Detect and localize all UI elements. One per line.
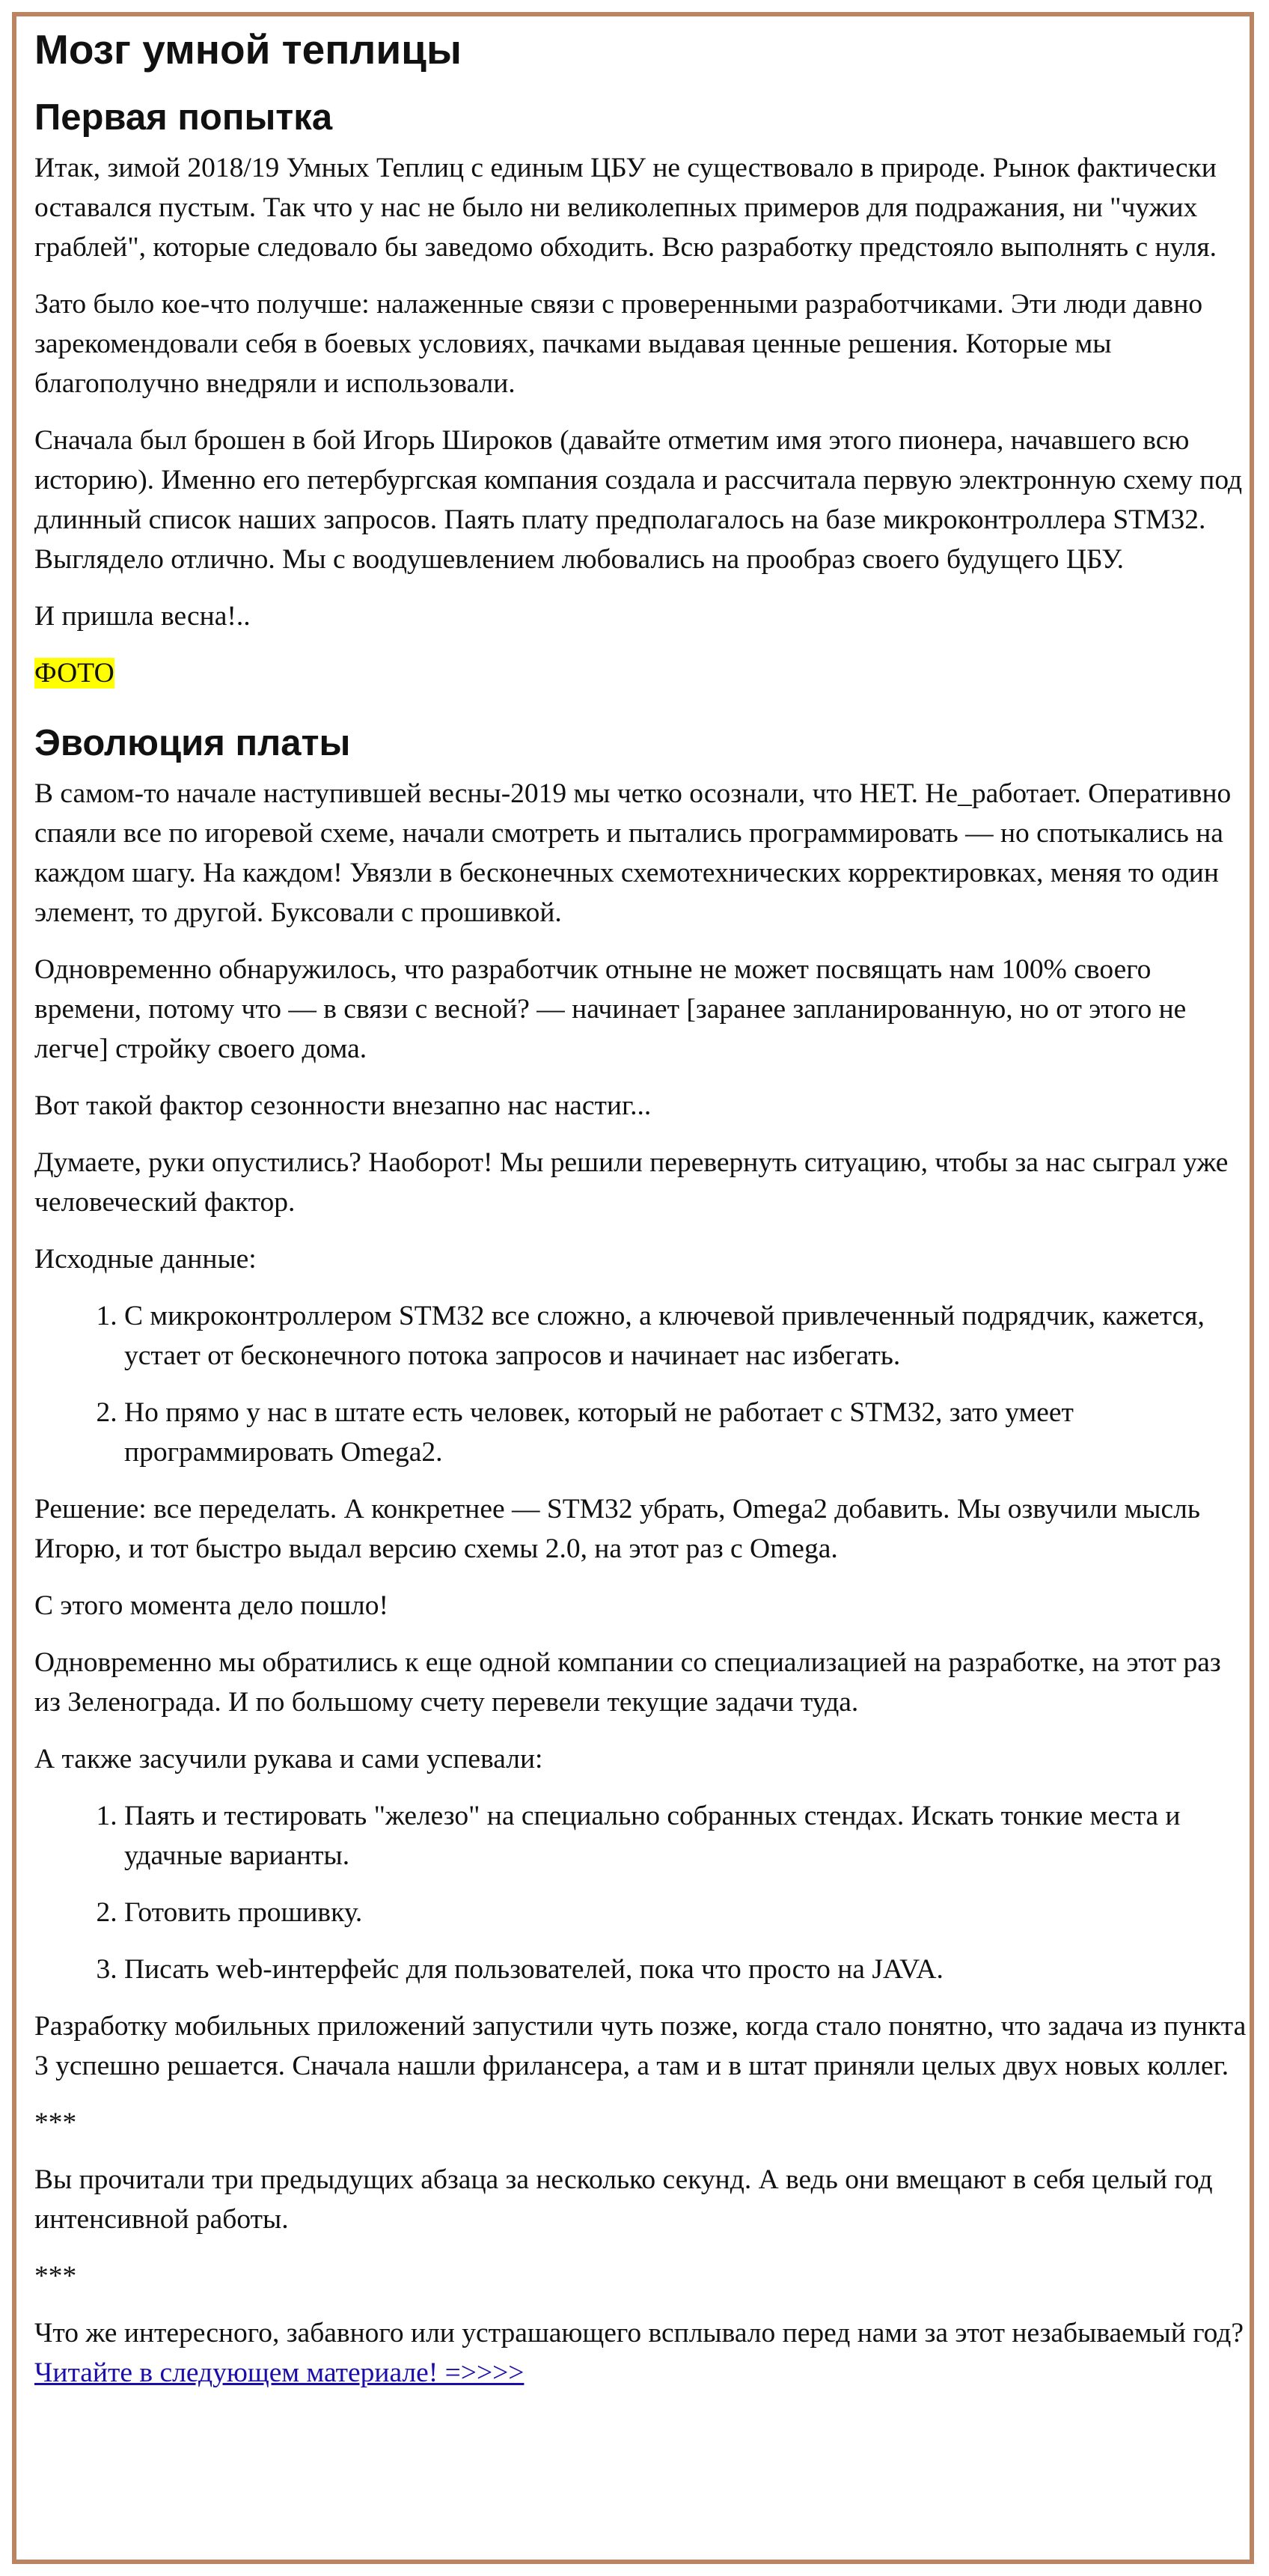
article-content: [34, 16, 1247, 2410]
list-item: 1. С микроконтроллером STM32 все сложно, а ключевой привлеченный подрядчик, кажется, устает от бесконечного потока запросов и начинает нас избегать.: [124, 1296, 1247, 1376]
closing-paragraph: [34, 2313, 1247, 2393]
separator: ***: [34, 2261, 77, 2292]
paragraph: Одновременно обнаружилось, что разработчик отныне не может посвящать нам 100% своего времени, потому что — в связи с весной? — начинает [заранее запланированную, но от этого не легче] стройку своего дома.: [34, 954, 1187, 1064]
photo-placeholder: ФОТО: [34, 658, 114, 689]
section-heading-first-attempt: Первая попытка: [34, 97, 333, 138]
photo-placeholder-paragraph: [34, 653, 1247, 693]
paragraph: Одновременно мы обратились к еще одной компании со специализацией на разработке, на этот раз из Зеленограда. И по большому счету перевели текущие задачи туда.: [34, 1647, 1221, 1718]
list-item: 3. Писать web-интерфейс для пользователей, пока что просто на JAVA.: [124, 1950, 1247, 1989]
section-heading-board-evolution: Эволюция платы: [34, 723, 351, 763]
paragraph: Исходные данные:: [34, 1244, 257, 1275]
list-item: 2. Готовить прошивку.: [124, 1893, 1247, 1932]
separator: ***: [34, 2108, 77, 2138]
article-frame: [12, 12, 1254, 2564]
paragraph: Вот такой фактор сезонности внезапно нас настиг...: [34, 1090, 652, 1121]
paragraph: В самом-то начале наступившей весны-2019 мы четко осознали, что НЕТ. Не_работает. Оперативно спаяли все по игоревой схеме, начали смотреть и пытались программировать — но спотыкались на каждом шагу. На каждом! Увязли в бесконечных схемотехнических корректировках, меняя то один элемент, то другой. Буксовали с прошивкой.: [34, 778, 1232, 928]
paragraph: Решение: все переделать. А конкретнее — STM32 убрать, Omega2 добавить. Мы озвучили мысль Игорю, и тот быстро выдал версию схемы 2.0, на этот раз с Omega.: [34, 1494, 1200, 1564]
tasks-list: [34, 1796, 1247, 1989]
paragraph: Сначала был брошен в бой Игорь Широков (давайте отметим имя этого пионера, начавшего всю историю). Именно его петербургская компания создала и рассчитала первую электронную схему под длинный список наших запросов. Паять плату предполагалось на базе микроконтроллера STM32. Выглядело отлично. Мы с воодушевлением любовались на прообраз своего будущего ЦБУ.: [34, 425, 1243, 575]
paragraph: С этого момента дело пошло!: [34, 1590, 388, 1621]
paragraph: Итак, зимой 2018/19 Умных Теплиц с единым ЦБУ не существовало в природе. Рынок фактически оставался пустым. Так что у нас не было ни великолепных примеров для подражания, ни "чужих граблей", которые следовало бы заведомо обходить. Всю разработку предстояло выполнять с нуля.: [34, 153, 1217, 263]
list-item: 1. Паять и тестировать "железо" на специально собранных стендах. Искать тонкие места и удачные варианты.: [124, 1796, 1247, 1875]
paragraph: Вы прочитали три предыдущих абзаца за несколько секунд. А ведь они вмещают в себя целый год интенсивной работы.: [34, 2164, 1213, 2235]
paragraph: Думаете, руки опустились? Наоборот! Мы решили перевернуть ситуацию, чтобы за нас сыграл уже человеческий фактор.: [34, 1147, 1229, 1218]
paragraph: Зато было кое-что получше: налаженные связи с проверенными разработчиками. Эти люди давно зарекомендовали себя в боевых условиях, пачками выдавая ценные решения. Которые мы благополучно внедряли и использовали.: [34, 289, 1203, 399]
list-item: 2. Но прямо у нас в штате есть человек, который не работает с STM32, зато умеет программировать Omega2.: [124, 1393, 1247, 1472]
closing-text: Что же интересного, забавного или устрашающего всплывало перед нами за этот незабываемый год?: [34, 2318, 1244, 2348]
paragraph: Разработку мобильных приложений запустили чуть позже, когда стало понятно, что задача из пункта 3 успешно решается. Сначала нашли фрилансера, а там и в штат приняли целых двух новых коллег.: [34, 2011, 1247, 2081]
paragraph: И пришла весна!..: [34, 601, 251, 632]
paragraph: А также засучили рукава и сами успевали:: [34, 1744, 543, 1774]
page-title: Мозг умной теплицы: [34, 26, 462, 73]
initial-data-list: [34, 1296, 1247, 1472]
next-article-link[interactable]: Читайте в следующем материале! =>>>>: [34, 2357, 525, 2388]
